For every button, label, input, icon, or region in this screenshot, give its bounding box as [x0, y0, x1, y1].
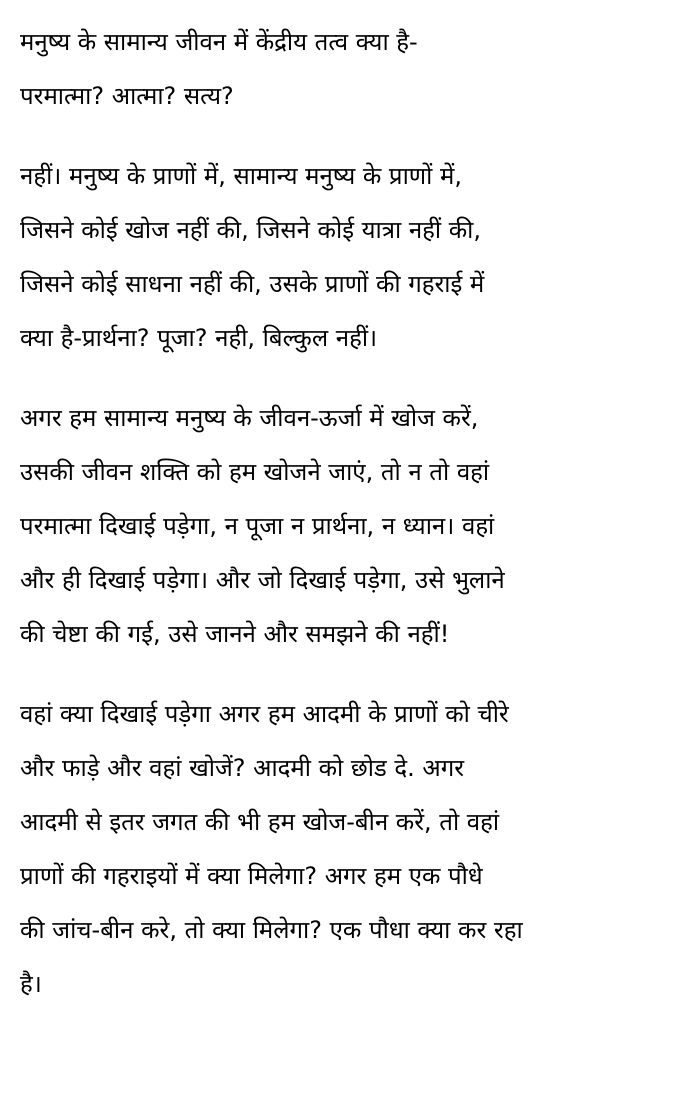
text-line: आदमी से इतर जगत की भी हम खोज-बीन करें, तो वहां	[20, 808, 500, 836]
text-line: परमात्मा? आत्मा? सत्य?	[20, 82, 234, 110]
text-line: और ही दिखाई पड़ेगा। और जो दिखाई पड़ेगा, उसे भुलाने	[20, 566, 505, 594]
paragraph-1	[20, 22, 680, 130]
paragraph-2	[20, 156, 680, 372]
text-line: अगर हम सामान्य मनुष्य के जीवन-ऊर्जा में खोज करें,	[20, 404, 479, 432]
paragraph-3	[20, 398, 680, 668]
text-line: वहां क्या दिखाई पड़ेगा अगर हम आदमी के प्राणों को चीरे	[20, 700, 509, 728]
paragraph-gap	[20, 130, 680, 156]
text-line: प्राणों की गहराइयों में क्या मिलेगा? अगर हम एक पौधे	[20, 862, 483, 890]
text-line: उसकी जीवन शक्ति को हम खोजने जाएं, तो न तो वहां	[20, 458, 490, 486]
text-line: मनुष्य के सामान्य जीवन में केंद्रीय तत्व क्या है-	[20, 28, 418, 56]
text-line: और फाड़े और वहां खोजें? आदमी को छोड दे. अगर	[20, 754, 465, 782]
text-line: जिसने कोई साधना नहीं की, उसके प्राणों की गहराई में	[20, 270, 485, 298]
text-line: की चेष्टा की गई, उसे जानने और समझने की नहीं!	[20, 620, 450, 648]
text-line: जिसने कोई खोज नहीं की, जिसने कोई यात्रा नहीं की,	[20, 216, 482, 244]
text-line: है।	[20, 970, 42, 998]
text-line: नहीं। मनुष्य के प्राणों में, सामान्य मनुष्य के प्राणों में,	[20, 162, 462, 190]
text-line: परमात्मा दिखाई पड़ेगा, न पूजा न प्रार्थना, न ध्यान। वहां	[20, 512, 495, 540]
paragraph-gap	[20, 372, 680, 398]
paragraph-gap	[20, 668, 680, 694]
paragraph-4	[20, 694, 680, 1018]
text-line: की जांच-बीन करे, तो क्या मिलेगा? एक पौधा क्या कर रहा	[20, 916, 523, 944]
text-line: क्या है-प्रार्थना? पूजा? नही, बिल्कुल नहीं।	[20, 324, 378, 352]
